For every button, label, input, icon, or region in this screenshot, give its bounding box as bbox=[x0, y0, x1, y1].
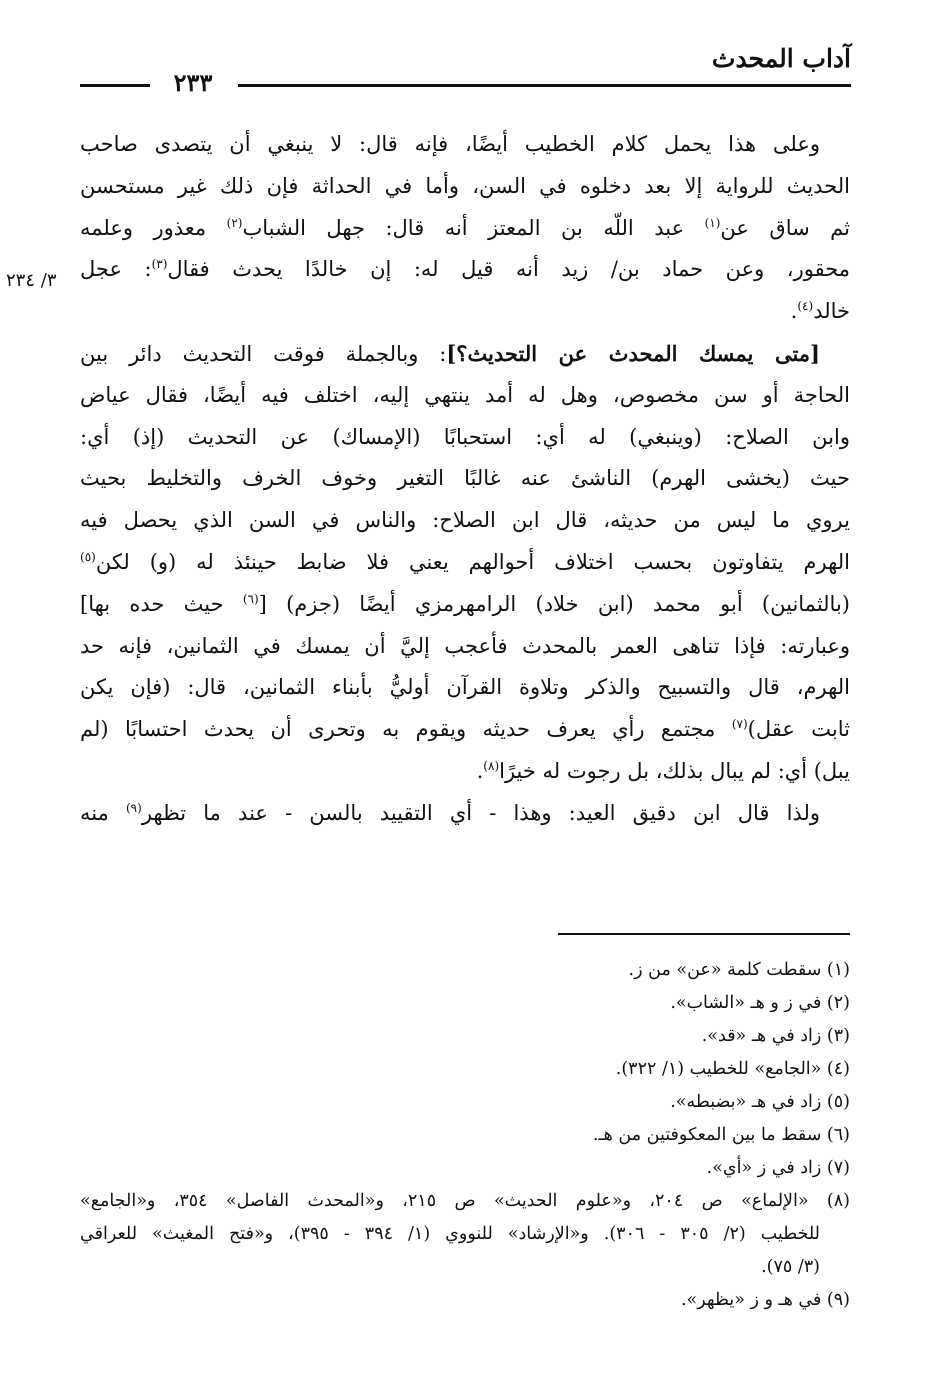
footnote-ref[interactable]: (٦) bbox=[242, 591, 259, 606]
text-segment: حيث حده بها] bbox=[80, 591, 243, 616]
text-segment: الهرم يتفاوتون بحسب اختلاف أحوالهم يعني فلا ضابط حينئذ له (و) لكن bbox=[95, 549, 850, 574]
text-line bbox=[80, 542, 850, 584]
text-line bbox=[80, 793, 850, 835]
footnote-ref[interactable]: (٤) bbox=[797, 299, 814, 314]
text-segment: الحاجة أو سن مخصوص، وهل له أمد ينتهي إليه، اختلف فيه أيضًا، فقال عياض bbox=[80, 382, 850, 407]
footnote-ref[interactable]: (٩) bbox=[125, 800, 142, 815]
text-segment: : وبالجملة فوقت التحديث دائر بين bbox=[80, 341, 447, 366]
text-segment: محقور، وعن حماد بن/ زيد أنه قيل له: إن خالدًا يحدث فقال bbox=[167, 257, 850, 282]
text-segment: ولذا قال ابن دقيق العيد: وهذا - أي التقييد بالسن - عند ما تظهر bbox=[141, 800, 820, 825]
footnote: (١) سقطت كلمة «عن» من ز. bbox=[628, 960, 850, 980]
footnote: (٩) في هـ و ز «يظهر». bbox=[680, 1290, 850, 1310]
footnote-continuation: للخطيب (٢/ ٣٠٥ - ٣٠٦). و«الإرشاد» للنووي (١/ ٣٩٤ - ٣٩٥)، و«فتح المغيث» للعراقي bbox=[80, 1224, 820, 1244]
text-segment: : عجل bbox=[80, 257, 152, 282]
text-line bbox=[80, 458, 850, 500]
text-line bbox=[80, 751, 850, 793]
text-segment: حيث (يخشى الهرم) الناشئ عنه غالبًا التغير وخوف الخرف والتخليط بحيث bbox=[80, 466, 850, 491]
text-line bbox=[80, 291, 850, 333]
text-segment: وعبارته: فإذا تناهى العمر بالمحدث فأعجب إليَّ أن يمسك في الثمانين، فإنه حد bbox=[80, 633, 850, 658]
text-segment: الحديث للرواية إلا بعد دخلوه في السن، وأما في الحداثة فإن ذلك غير مستحسن bbox=[80, 173, 850, 198]
text-segment: ثم ساق عن bbox=[720, 215, 850, 240]
text-segment: الهرم، قال والتسبيح والذكر وتلاوة القرآن أوليُّ بأبناء الثمانين، قال: (فإن يكن bbox=[80, 675, 850, 700]
footnote: (٦) سقط ما بين المعكوفتين من هـ. bbox=[592, 1125, 850, 1145]
text-segment: معذور وعلمه bbox=[80, 215, 227, 240]
text-segment: مجتمع رأي يعرف حديثه ويقوم به وتحرى أن يحدث احتسابًا (لم bbox=[80, 717, 732, 742]
footnote: (٤) «الجامع» للخطيب (١/ ٣٢٢). bbox=[615, 1059, 850, 1079]
footnote-ref[interactable]: (٨) bbox=[483, 758, 500, 773]
text-line bbox=[80, 333, 850, 375]
footnote-continuation: (٣/ ٧٥). bbox=[761, 1257, 820, 1277]
text-line bbox=[80, 124, 850, 166]
text-line bbox=[80, 208, 850, 250]
footnote-separator bbox=[558, 933, 850, 935]
running-title: آداب المحدث bbox=[711, 44, 851, 73]
text-line bbox=[80, 166, 850, 208]
text-line bbox=[80, 584, 850, 626]
text-segment: . bbox=[476, 758, 484, 783]
footnote-ref[interactable]: (١) bbox=[704, 215, 721, 230]
text-segment: خالد bbox=[813, 299, 850, 324]
text-segment: ثابت عقل) bbox=[747, 717, 850, 742]
footnote: (٢) في ز و هـ «الشاب». bbox=[670, 993, 850, 1013]
footnote: (٨) «الإلماع» ص ٢٠٤، و«علوم الحديث» ص ٢١٥، و«المحدث الفاصل» ٣٥٤، و«الجامع» bbox=[80, 1191, 850, 1211]
footnote: (٧) زاد في ز «أي». bbox=[706, 1158, 850, 1178]
text-line bbox=[80, 667, 850, 709]
footnote-ref[interactable]: (٢) bbox=[226, 215, 243, 230]
section-heading: [متى يمسك المحدث عن التحديث؟] bbox=[446, 340, 820, 366]
margin-page-reference: ٣/ ٢٣٤ bbox=[6, 270, 57, 291]
text-segment: يروي ما ليس من حديثه، قال ابن الصلاح: والناس في السن الذي يحصل فيه bbox=[80, 508, 850, 533]
footnote: (٥) زاد في هـ «بضبطه». bbox=[670, 1092, 850, 1112]
footnotes bbox=[80, 954, 850, 1317]
text-segment: (بالثمانين) أبو محمد (ابن خلاد) الرامهرمزي أيضًا (جزم) [ bbox=[258, 591, 850, 616]
text-segment: وابن الصلاح: (وينبغي) له أي: استحبابًا (الإمساك) عن التحديث (إذ) أي: bbox=[80, 424, 850, 449]
text-segment: يبل) أي: لم يبال بذلك، بل رجوت له خيرًا bbox=[499, 758, 850, 783]
footnote-ref[interactable]: (٣) bbox=[151, 257, 168, 272]
page-header bbox=[80, 44, 851, 97]
header-rule-left bbox=[80, 84, 150, 87]
text-line bbox=[80, 375, 850, 417]
footnote-ref[interactable]: (٥) bbox=[80, 549, 96, 564]
text-segment: وعلى هذا يحمل كلام الخطيب أيضًا، فإنه قال: لا ينبغي أن يتصدى صاحب bbox=[80, 132, 820, 156]
page-number: ٢٣٣ bbox=[153, 68, 233, 97]
text-segment: عبد اللّه بن المعتز أنه قال: جهل الشباب bbox=[242, 215, 705, 240]
text-line bbox=[80, 626, 850, 668]
header-rule-right bbox=[238, 84, 851, 87]
text-line bbox=[80, 417, 850, 459]
text-segment: منه bbox=[80, 800, 126, 825]
text-line bbox=[80, 709, 850, 751]
text-line bbox=[80, 500, 850, 542]
text-line bbox=[80, 249, 850, 291]
text-segment: . bbox=[790, 299, 798, 324]
footnote: (٣) زاد في هـ «قد». bbox=[701, 1026, 850, 1046]
footnote-ref[interactable]: (٧) bbox=[731, 717, 748, 732]
main-text bbox=[80, 124, 850, 835]
